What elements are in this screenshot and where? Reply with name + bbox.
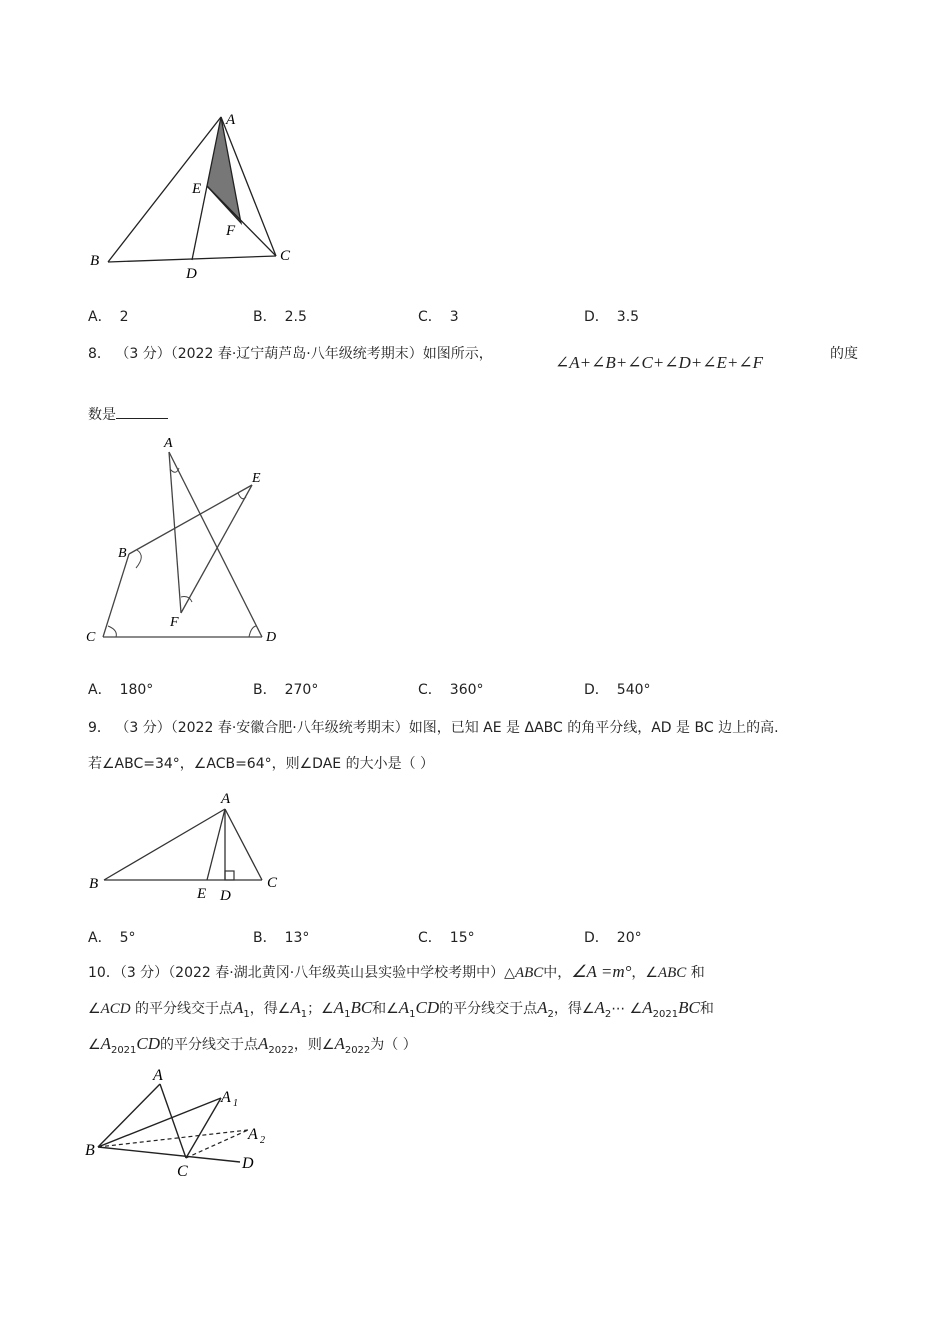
q9-label-e: E (197, 886, 207, 902)
q10-stem-line2: ∠ACD 的平分线交于点$A_1$，得$\angle A_1$；$\angle A_1BC$和$\angle A_1CD$的平分线交于点$A_2$，得$\angle A_2\cdots$ $\angle A_{2021}BC$和 (88, 998, 714, 1020)
q8-label-c: C (86, 630, 96, 645)
q8-option-a: A． 180° (88, 682, 154, 698)
q10-label-a2: A (248, 1126, 258, 1143)
q10-score: （3 分） (119, 965, 169, 981)
q10-label-b: B (85, 1142, 95, 1159)
q7-label-d: D (186, 266, 197, 282)
q8-score: （3 分） (115, 346, 171, 362)
q9-label-a: A (221, 791, 231, 807)
q7-option-b: B． 2.5 (253, 309, 307, 325)
q7-option-d: D． 3.5 (584, 309, 640, 325)
q9-triangle-diagram (80, 785, 290, 905)
q8-label-d: D (266, 630, 277, 645)
q7-label-e: E (192, 181, 202, 197)
q7-label-f: F (226, 223, 236, 239)
q9-label-b: B (89, 876, 99, 892)
q10-label-a: A (153, 1067, 163, 1084)
q7-figure (80, 105, 310, 285)
q7-label-c: C (280, 248, 291, 264)
q8-label-b: B (118, 546, 127, 561)
q8-option-c: C． 360° (418, 682, 484, 698)
q8-label-a: A (164, 436, 173, 451)
q9-label-d: D (220, 888, 231, 904)
q10-label-a2-sub: 2 (260, 1135, 265, 1146)
q8-label-e: E (252, 471, 261, 486)
q9-score: （3 分） (115, 720, 171, 736)
q10-figure (80, 1062, 280, 1182)
q9-option-a: A． 5° (88, 930, 136, 946)
q8-answer-blank (116, 406, 168, 419)
q8-option-d: D． 540° (584, 682, 651, 698)
q9-source: （2022 春·安徽合肥·八年级统考期末） (170, 720, 409, 736)
q7-option-a: A． 2 (88, 309, 129, 325)
q8-option-b: B． 270° (253, 682, 319, 698)
q8-source: （2022 春·辽宁葫芦岛·八年级统考期末） (170, 346, 423, 362)
q7-triangle-diagram (80, 105, 310, 285)
q7-option-c: C． 3 (418, 309, 459, 325)
q10-label-a1-sub: 1 (233, 1098, 238, 1109)
q9-option-c: C． 15° (418, 930, 475, 946)
q7-label-b: B (90, 253, 100, 269)
q9-label-c: C (267, 875, 278, 891)
q8-math-expression: ∠A+∠B+∠C+∠D+∠E+∠F (555, 353, 763, 372)
q9-option-d: D． 20° (584, 930, 642, 946)
q10-source: （2022 春·湖北黄冈·八年级英山县实验中学校考期中） (168, 965, 505, 981)
q8-label-f: F (170, 615, 179, 630)
q8-stem-a: 如图所示， (422, 346, 493, 362)
q9-number: 9． (88, 720, 111, 736)
q8-stem-b: 的度 (830, 346, 858, 362)
q8-stem (88, 343, 493, 363)
q10-label-a1: A (221, 1089, 231, 1106)
q10-label-d: D (242, 1155, 254, 1172)
q9-option-b: B． 13° (253, 930, 310, 946)
q8-stem-c: 数是 (88, 404, 168, 424)
q10-number: 10． (88, 965, 120, 981)
q10-bisector-diagram (80, 1062, 280, 1182)
q8-number: 8． (88, 346, 111, 362)
q8-figure (80, 432, 290, 647)
q10-label-c: C (177, 1163, 188, 1180)
q8-star-diagram (80, 432, 290, 647)
q10-stem-line1: 10．（3 分）（2022 春·湖北黄冈·八年级英山县实验中学校考期中）△ABC中，∠A =m°，∠ABC 和 (88, 962, 705, 981)
q9-stem-line2: 若∠ABC=34°，∠ACB=64°，则∠DAE 的大小是（ ） (88, 756, 435, 772)
q9-figure (80, 785, 290, 905)
q9-stem-line1: 9． （3 分）（2022 春·安徽合肥·八年级统考期末）如图，已知 AE 是 ΔABC 的角平分线，AD 是 BC 边上的高. (88, 720, 779, 736)
q10-stem-line3: $\angle A_{2021}CD$的平分线交于点$A_{2022}$，则$\angle A_{2022}$为（ ） (88, 1034, 417, 1056)
q7-label-a: A (226, 112, 236, 128)
